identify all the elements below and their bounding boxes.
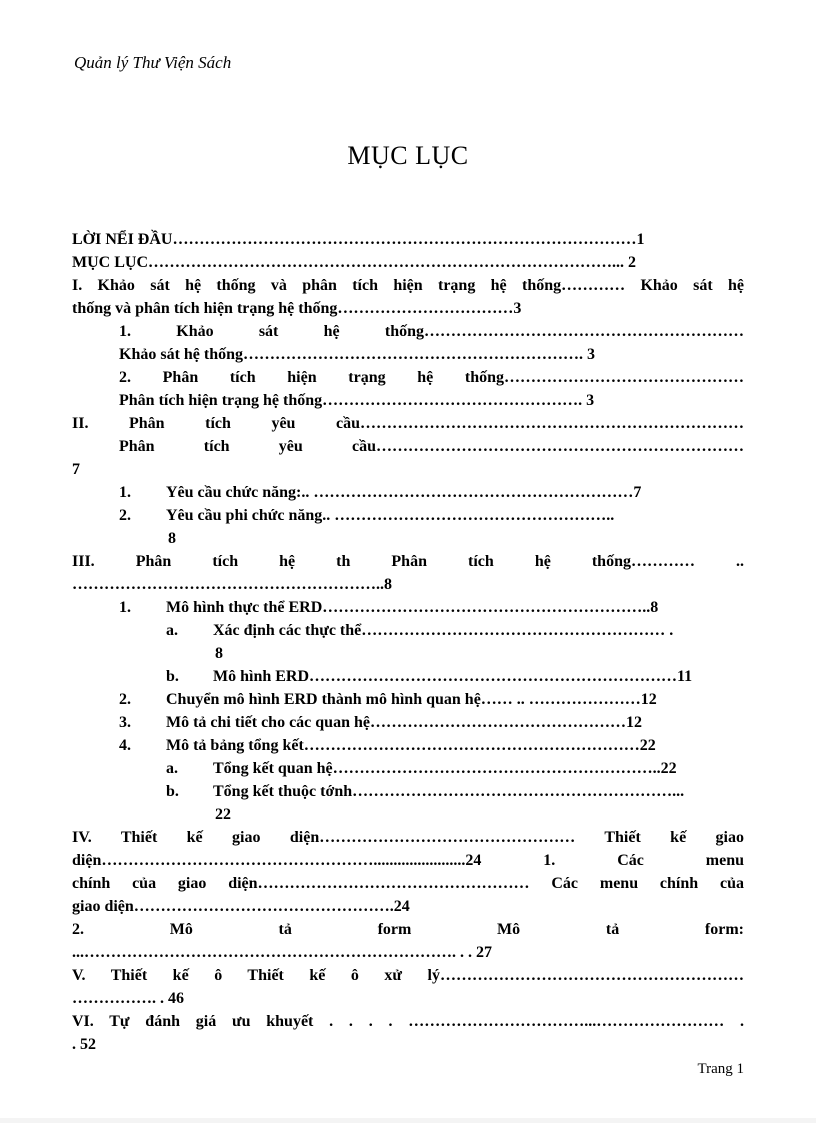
toc-number: 2.: [119, 507, 131, 524]
page-number: Trang 1: [697, 1061, 744, 1077]
toc-text: Yêu cầu phi chức năng.. ……………………………………………..: [166, 507, 615, 524]
toc-text: Mô hình thực thể ERD……………………………………………………..8: [166, 599, 659, 616]
toc-number: 3.: [119, 714, 131, 731]
toc-line: [72, 711, 744, 734]
toc-number: a.: [166, 760, 178, 777]
toc-text: Chuyển mô hình ERD thành mô hình quan hệ…… .. …………………12: [166, 691, 657, 708]
toc-number: 4.: [119, 737, 131, 754]
toc-line: 22: [215, 806, 231, 823]
toc-line: 1. Khảo sát hệ thống……………………………………………………: [119, 323, 744, 340]
toc-line: VI. Tự đánh giá ưu khuyết . . . . ……………………………...…………………… .: [72, 1013, 744, 1030]
toc-line: chính của giao diện…………………………………………… Các menu chính của: [72, 875, 744, 892]
table-of-contents: [72, 228, 744, 1056]
toc-line: diện…………………………………………….......................24 1. Các menu: [72, 852, 744, 869]
toc-line: 2. Phân tích hiện trạng hệ thống………………………………………: [119, 369, 744, 386]
toc-number: b.: [166, 783, 179, 800]
toc-line: Phân tích hiện trạng hệ thống…………………………………………. 3: [119, 392, 595, 409]
toc-line: IV. Thiết kế giao diện………………………………………… Thiết kế giao: [72, 829, 744, 846]
toc-text: Mô tả chi tiết cho các quan hệ…………………………………………12: [166, 714, 642, 731]
toc-line: . 52: [72, 1036, 96, 1053]
toc-line: III. Phân tích hệ th Phân tích hệ thống………… ..: [72, 553, 744, 570]
toc-line: 8: [215, 645, 223, 662]
toc-line: [72, 780, 744, 803]
toc-text: Yêu cầu chức năng:.. ……………………………………………………7: [166, 484, 642, 501]
toc-line: 8: [168, 530, 176, 547]
toc-text: Mô tả bảng tổng kết………………………………………………………22: [166, 737, 656, 754]
toc-line: V. Thiết kế ô Thiết kế ô xử lý…………………………………………………: [72, 967, 744, 984]
toc-line: LỜI NỂI ĐẦU……………………………………………………………………………1: [72, 231, 645, 248]
toc-line: [72, 481, 744, 504]
toc-line: [72, 757, 744, 780]
toc-line: [72, 619, 744, 642]
page-bottom-edge: [0, 1118, 816, 1123]
toc-line: [72, 688, 744, 711]
page-title: MỤC LỤC: [347, 141, 469, 170]
toc-line: [72, 734, 744, 757]
toc-number: 1.: [119, 484, 131, 501]
document-header: Quản lý Thư Viện Sách: [74, 53, 232, 72]
toc-text: Tổng kết quan hệ……………………………………………………..22: [213, 760, 677, 777]
toc-line: Phân tích yêu cầu……………………………………………………………: [119, 438, 744, 455]
toc-text: Xác định các thực thể………………………………………………… .: [213, 622, 674, 639]
toc-line: ……………. . 46: [72, 990, 184, 1007]
toc-line: giao diện………………………………………….24: [72, 898, 410, 915]
toc-number: 2.: [119, 691, 131, 708]
toc-line: [72, 504, 744, 527]
toc-line: 2. Mô tả form Mô tả form:: [72, 921, 744, 938]
toc-line: ...……………………………………………………………. . . 27: [72, 944, 492, 961]
toc-line: I. Khảo sát hệ thống và phân tích hiện trạng hệ thống………… Khảo sát hệ: [72, 277, 744, 294]
toc-number: 1.: [119, 599, 131, 616]
toc-line: MỤC LỤC……………………………………………………………………………... 2: [72, 254, 636, 271]
toc-line: …………………………………………………..8: [72, 576, 392, 593]
toc-number: b.: [166, 668, 179, 685]
toc-line: [72, 665, 744, 688]
toc-line: II. Phân tích yêu cầu………………………………………………………………: [72, 415, 744, 432]
toc-line: Khảo sát hệ thống………………………………………………………. 3: [119, 346, 596, 363]
toc-line: [72, 596, 744, 619]
toc-line: thống và phân tích hiện trạng hệ thống……………………………3: [72, 300, 522, 317]
toc-number: a.: [166, 622, 178, 639]
toc-text: Mô hình ERD……………………………………………………………11: [213, 668, 693, 685]
toc-line: 7: [72, 461, 80, 478]
toc-text: Tổng kết thuộc tớnh……………………………………………………...: [213, 783, 685, 800]
